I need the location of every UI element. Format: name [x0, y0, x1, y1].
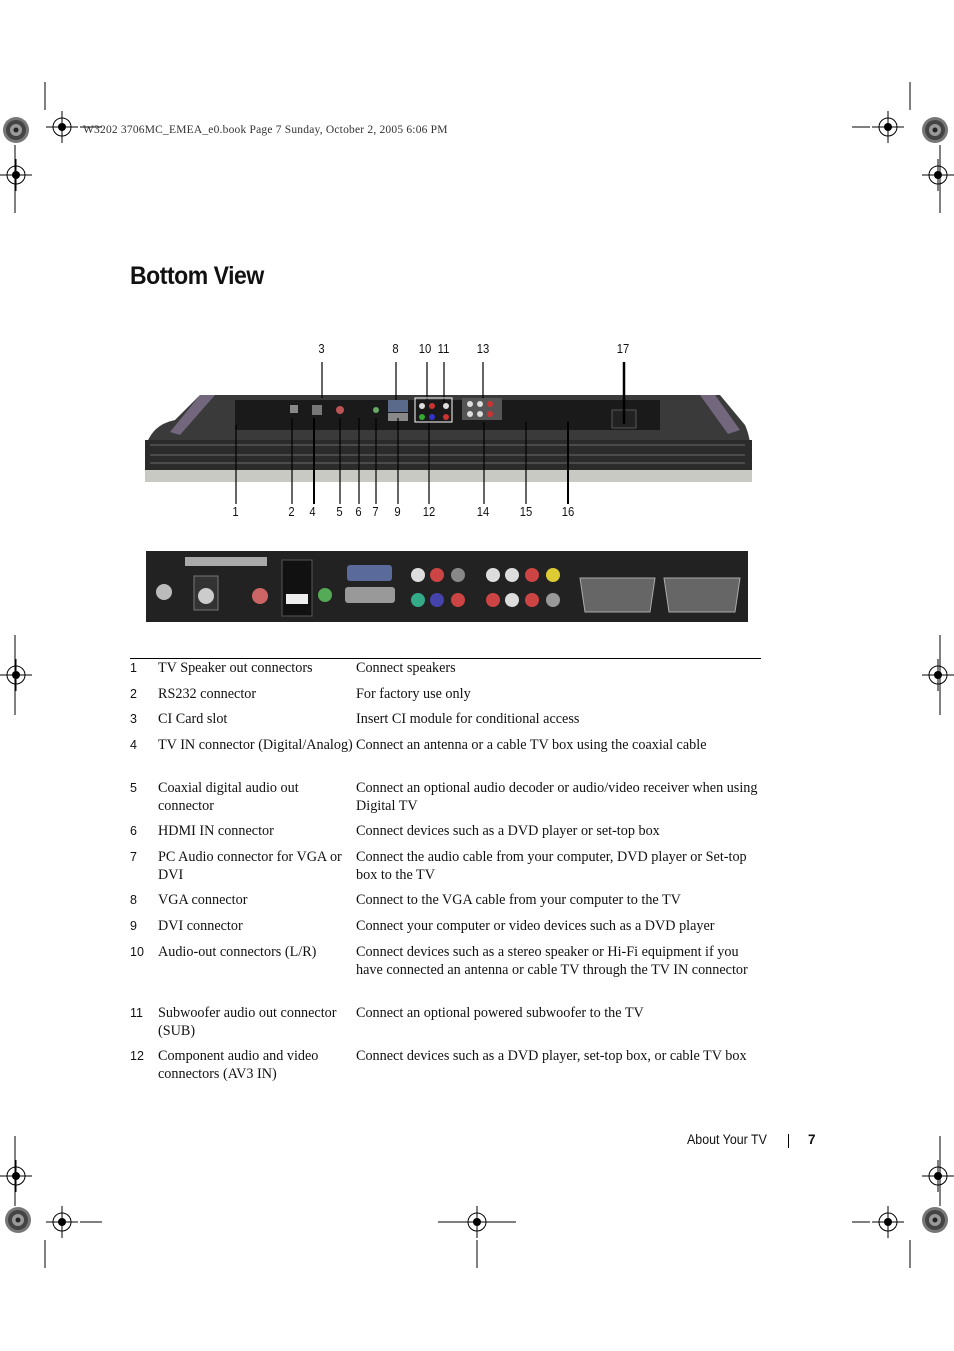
callout-16: 16 [561, 505, 575, 519]
row-name: HDMI IN connector [158, 823, 274, 839]
callout-12: 12 [422, 505, 436, 519]
page-number: 7 [808, 1132, 816, 1147]
callout-15: 15 [519, 505, 533, 519]
row-number: 5 [130, 781, 137, 795]
row-description: Connect your computer or video devices such as a DVD player [356, 918, 715, 934]
tv-bottom-photo [145, 362, 752, 504]
registration-mark-icon [872, 111, 904, 143]
footer-section-title: About Your TV [687, 1132, 767, 1147]
registration-mark-icon [3, 117, 29, 143]
table-row [130, 944, 761, 1005]
connector-panel-photo [146, 551, 748, 622]
callout-4: 4 [309, 505, 316, 519]
callout-1: 1 [232, 505, 239, 519]
row-description: Connect devices such as a DVD player, set-top box, or cable TV box [356, 1048, 747, 1064]
table-row [130, 892, 761, 918]
table-row [130, 686, 761, 711]
book-header: W3202 3706MC_EMEA_e0.book Page 7 Sunday, October 2, 2005 6:06 PM [83, 124, 448, 136]
row-name: Coaxial digital audio out connector [158, 780, 299, 814]
registration-mark-icon [872, 1206, 904, 1238]
callout-8: 8 [392, 342, 399, 356]
callout-7: 7 [372, 505, 379, 519]
table-row [130, 737, 761, 780]
row-number: 7 [130, 850, 137, 864]
row-name: VGA connector [158, 892, 248, 908]
row-description: Insert CI module for conditional access [356, 711, 580, 727]
row-description: Connect an antenna or a cable TV box using the coaxial cable [356, 737, 707, 753]
callout-13: 13 [476, 342, 490, 356]
table-row [130, 660, 761, 686]
table-row [130, 780, 761, 823]
row-number: 3 [130, 712, 137, 726]
row-description: Connect an optional powered subwoofer to the TV [356, 1005, 644, 1021]
connector-table [130, 660, 761, 1091]
row-description: Connect the audio cable from your computer, DVD player or Set-top box to the TV [356, 849, 747, 883]
row-number: 8 [130, 893, 137, 907]
row-description: Connect devices such as a stereo speaker or Hi-Fi equipment if you have connected an antenna or cable TV through the TV IN connector [356, 944, 748, 978]
row-number: 9 [130, 919, 137, 933]
row-number: 10 [130, 945, 144, 959]
registration-mark-icon [922, 159, 954, 191]
row-description: Connect an optional audio decoder or audio/video receiver when using Digital TV [356, 780, 758, 814]
registration-mark-icon [0, 159, 32, 191]
callout-11: 11 [437, 342, 450, 356]
row-description: Connect speakers [356, 660, 456, 676]
registration-mark-icon [0, 659, 32, 691]
row-description: Connect devices such as a DVD player or set-top box [356, 823, 660, 839]
row-name: Subwoofer audio out connector (SUB) [158, 1005, 337, 1039]
page-title: Bottom View [130, 262, 264, 290]
row-number: 11 [130, 1006, 143, 1020]
callout-3: 3 [318, 342, 325, 356]
table-row [130, 1048, 761, 1091]
callout-5: 5 [336, 505, 343, 519]
row-name: PC Audio connector for VGA or DVI [158, 849, 342, 883]
row-description: Connect to the VGA cable from your computer to the TV [356, 892, 681, 908]
callout-9: 9 [394, 505, 401, 519]
registration-mark-icon [922, 1207, 948, 1233]
row-description: For factory use only [356, 686, 471, 702]
table-top-rule [130, 658, 761, 659]
registration-mark-icon [922, 1160, 954, 1192]
row-name: TV Speaker out connectors [158, 660, 313, 676]
callout-10: 10 [418, 342, 432, 356]
registration-mark-icon [922, 659, 954, 691]
row-number: 6 [130, 824, 137, 838]
footer-separator [788, 1134, 789, 1148]
row-name: CI Card slot [158, 711, 228, 727]
table-row [130, 918, 761, 944]
registration-mark-icon [46, 111, 78, 143]
row-number: 2 [130, 687, 137, 701]
row-name: DVI connector [158, 918, 243, 934]
row-name: Component audio and video connectors (AV3 IN) [158, 1048, 319, 1082]
table-row [130, 711, 761, 737]
callout-14: 14 [476, 505, 490, 519]
registration-mark-icon [0, 1160, 32, 1192]
row-number: 12 [130, 1049, 144, 1063]
callout-2: 2 [288, 505, 295, 519]
row-number: 1 [130, 661, 137, 675]
row-name: RS232 connector [158, 686, 257, 702]
registration-mark-icon [5, 1207, 31, 1233]
table-row [130, 849, 761, 892]
registration-mark-icon [46, 1206, 78, 1238]
table-row [130, 823, 761, 849]
row-name: TV IN connector (Digital/Analog) [158, 737, 353, 753]
row-number: 4 [130, 738, 137, 752]
callout-17: 17 [616, 342, 630, 356]
callout-6: 6 [355, 505, 362, 519]
registration-mark-icon [922, 117, 948, 143]
table-row [130, 1005, 761, 1048]
row-name: Audio-out connectors (L/R) [158, 944, 317, 960]
